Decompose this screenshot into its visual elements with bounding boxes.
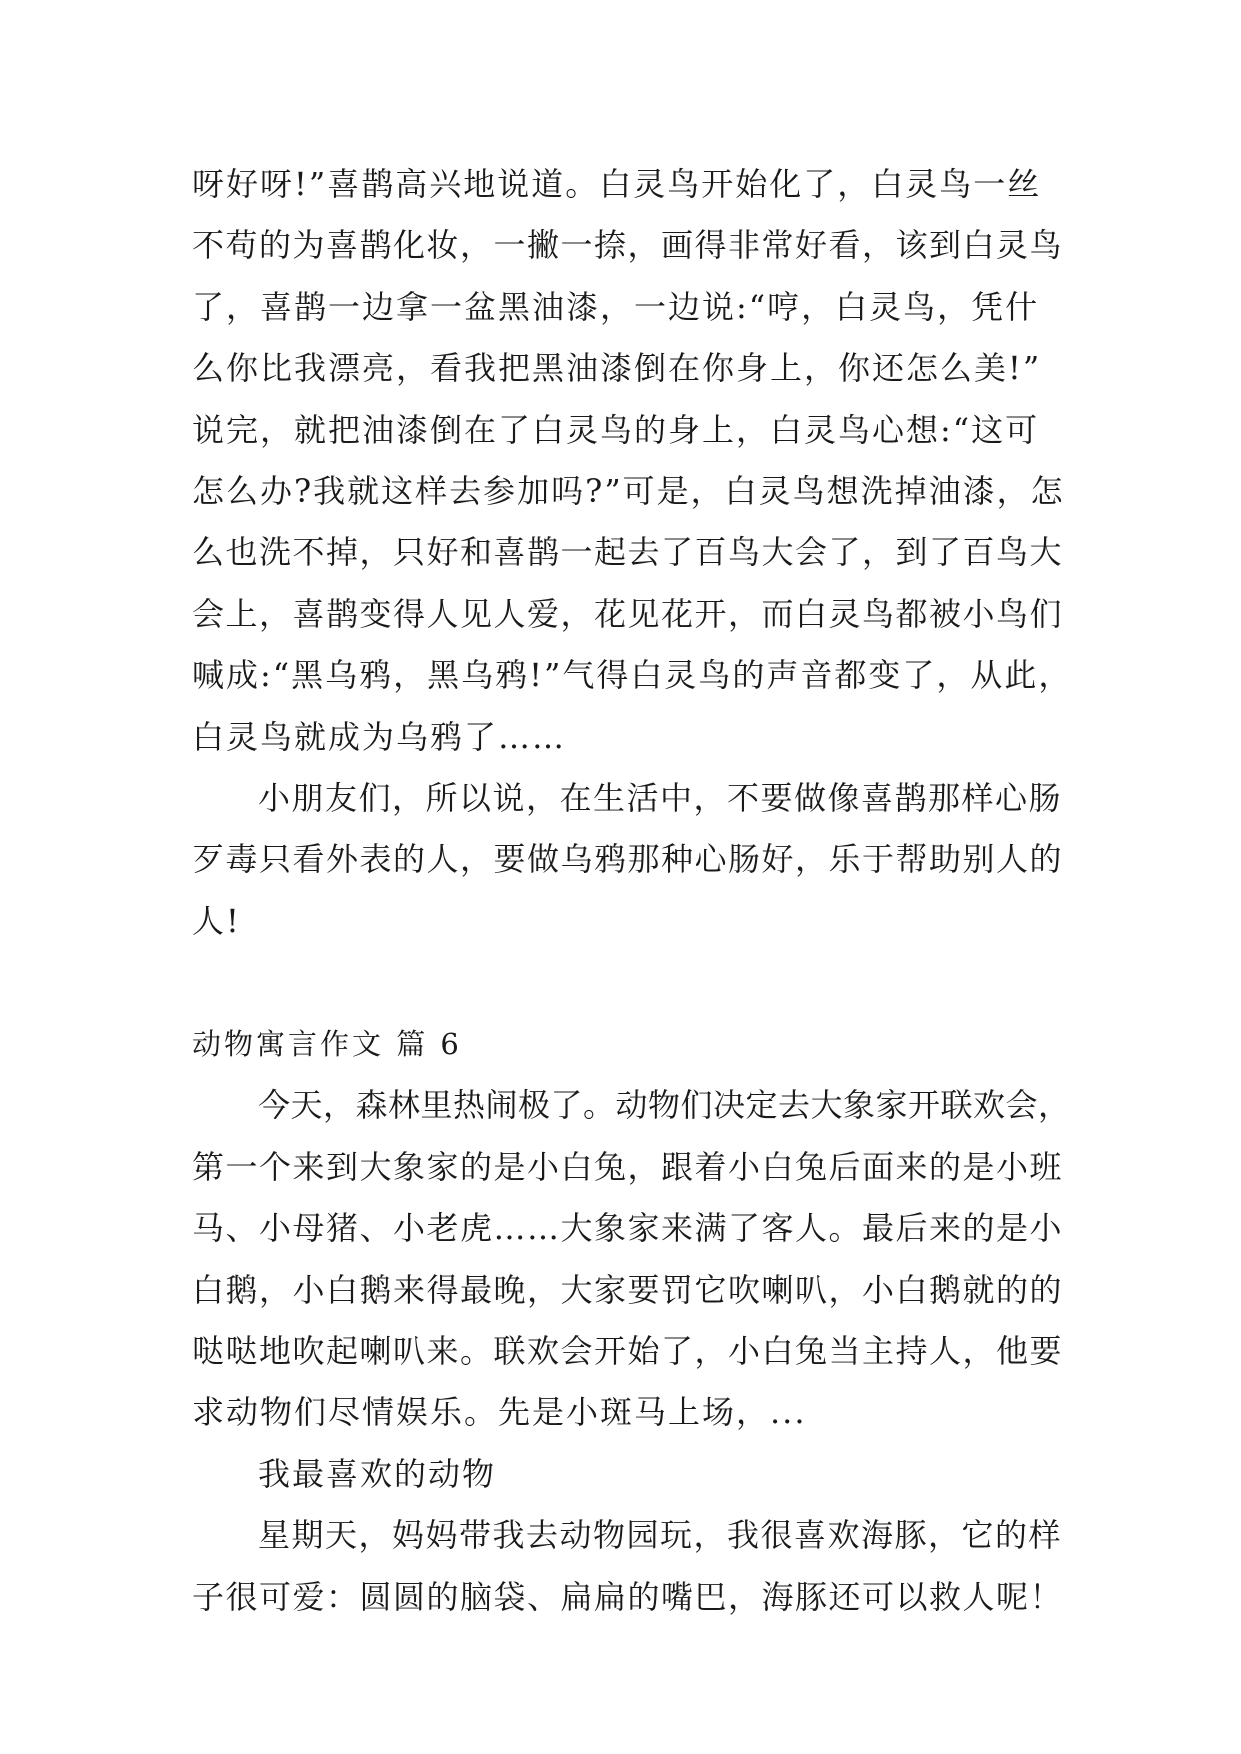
text-line: 求动物们尽情娱乐。先是小斑马上场，... [192,1393,807,1432]
section-spacer [192,952,1072,1014]
text-line: 马、小母猪、小老虎……大象家来满了客人。最后来的是小 [192,1209,1064,1248]
section-heading: 动物寓言作文 篇 6 [192,1027,462,1062]
text-line: 了，喜鹊一边拿一盆黑油漆，一边说:“哼，白灵鸟，凭什 [192,287,1040,326]
text-line: 么也洗不掉，只好和喜鹊一起去了百鸟大会了，到了百鸟大 [192,533,1064,572]
moral-paragraph [192,768,1072,952]
story-continuation-paragraph [192,154,1072,768]
text-line: 白鹅，小白鹅来得最晚，大家要罚它吹喇叭，小白鹅就的的 [192,1270,1064,1309]
text-line: 哒哒地吹起喇叭来。联欢会开始了，小白兔当主持人，他要 [192,1332,1064,1371]
text-line: 人! [192,901,241,940]
favorite-animal-title: 我最喜欢的动物 [258,1454,497,1493]
text-line: 子很可爱：圆圆的脑袋、扁扁的嘴巴，海豚还可以救人呢！ [192,1577,1064,1616]
text-line: 不苟的为喜鹊化妆，一撇一捺，画得非常好看，该到白灵鸟 [192,226,1064,265]
text-line: 会上，喜鹊变得人见人爱，花见花开，而白灵鸟都被小鸟们 [192,594,1064,633]
text-line: 么你比我漂亮，看我把黑油漆倒在你身上，你还怎么美!” [192,349,1042,388]
text-line: 歹毒只看外表的人，要做乌鸦那种心肠好，乐于帮助别人的 [192,840,1064,879]
party-story-paragraph [192,1075,1072,1443]
text-line: 星期天，妈妈带我去动物园玩，我很喜欢海豚，它的样 [258,1516,1063,1555]
text-line: 呀好呀!”喜鹊高兴地说道。白灵鸟开始化了，白灵鸟一丝 [192,165,1042,203]
favorite-animal-paragraph [192,1505,1072,1628]
text-line: 今天，森林里热闹极了。动物们决定去大象家开联欢会， [258,1086,1071,1125]
text-line: 喊成:“黑乌鸦，黑乌鸦!”气得白灵鸟的声音都变了，从此， [192,656,1073,695]
text-line: 第一个来到大象家的是小白兔，跟着小白兔后面来的是小班 [192,1147,1064,1186]
text-line: 说完，就把油漆倒在了白灵鸟的身上，白灵鸟心想:“这可 [192,410,1040,449]
text-line: 小朋友们，所以说，在生活中，不要做像喜鹊那样心肠 [258,778,1063,817]
text-line: 白灵鸟就成为乌鸦了…… [192,717,567,756]
document-page [192,154,1072,1628]
text-line: 怎么办?我就这样去参加吗?”可是，白灵鸟想洗掉油漆，怎 [192,471,1065,510]
